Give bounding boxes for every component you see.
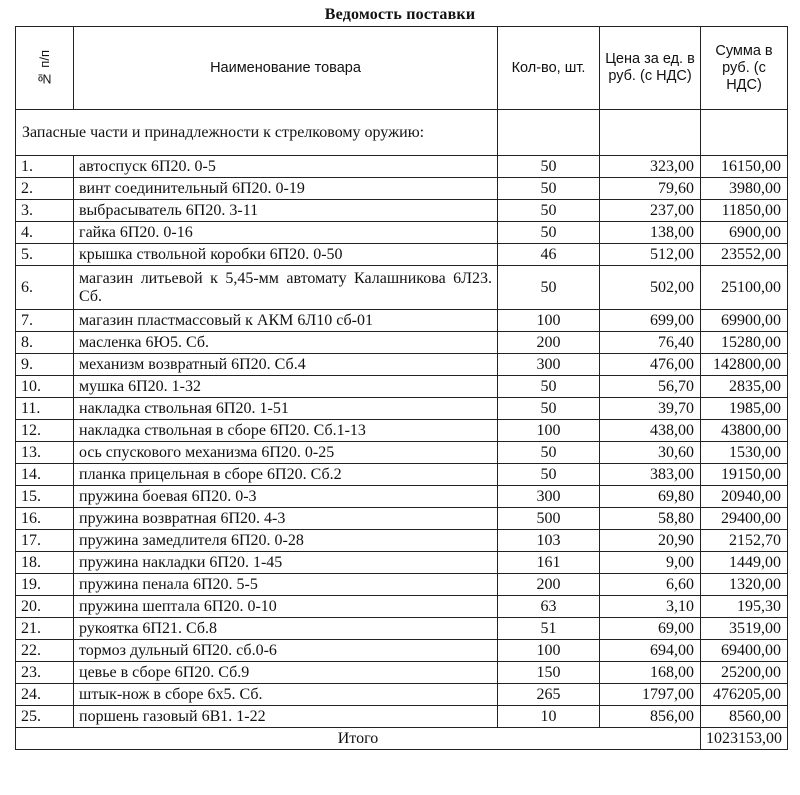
table-body (16, 110, 788, 750)
table-row (16, 354, 788, 376)
item-name: рукоятка 6П21. Сб.8 (74, 618, 498, 640)
row-number: 4. (16, 222, 74, 244)
table-row (16, 398, 788, 420)
item-sum: 1320,00 (701, 574, 788, 596)
row-number: 16. (16, 508, 74, 530)
item-name: выбрасыватель 6П20. 3-11 (74, 200, 498, 222)
item-sum: 1985,00 (701, 398, 788, 420)
row-number: 11. (16, 398, 74, 420)
row-number: 12. (16, 420, 74, 442)
item-sum: 142800,00 (701, 354, 788, 376)
item-unit-price: 476,00 (600, 354, 701, 376)
item-unit-price: 138,00 (600, 222, 701, 244)
item-quantity: 50 (498, 442, 600, 464)
item-sum: 1530,00 (701, 442, 788, 464)
document-title: Ведомость поставки (324, 6, 476, 23)
table-row (16, 486, 788, 508)
item-sum: 15280,00 (701, 332, 788, 354)
item-sum: 69900,00 (701, 310, 788, 332)
table-row (16, 618, 788, 640)
table-row (16, 530, 788, 552)
item-unit-price: 76,40 (600, 332, 701, 354)
item-unit-price: 9,00 (600, 552, 701, 574)
item-name: пружина боевая 6П20. 0-3 (74, 486, 498, 508)
item-name: мушка 6П20. 1-32 (74, 376, 498, 398)
delivery-table (15, 26, 788, 750)
item-sum: 16150,00 (701, 156, 788, 178)
header-price: Цена за ед. в руб. (с НДС) (600, 27, 701, 110)
row-number: 14. (16, 464, 74, 486)
table-row (16, 178, 788, 200)
item-sum: 19150,00 (701, 464, 788, 486)
row-number: 21. (16, 618, 74, 640)
item-quantity: 161 (498, 552, 600, 574)
item-name: магазин литьевой к 5,45-мм автомату Калашникова 6Л23. Сб. (74, 266, 498, 310)
total-row (16, 728, 788, 750)
item-name: планка прицельная в сборе 6П20. Сб.2 (74, 464, 498, 486)
item-name: цевье в сборе 6П20. Сб.9 (74, 662, 498, 684)
item-quantity: 10 (498, 706, 600, 728)
header-num-label: № п/п (36, 49, 52, 87)
row-number: 18. (16, 552, 74, 574)
section-row (16, 110, 788, 156)
item-quantity: 50 (498, 200, 600, 222)
section-empty-price (600, 110, 701, 156)
item-sum: 25200,00 (701, 662, 788, 684)
item-name: пружина шептала 6П20. 0-10 (74, 596, 498, 618)
item-name: накладка ствольная 6П20. 1-51 (74, 398, 498, 420)
item-unit-price: 438,00 (600, 420, 701, 442)
item-sum: 43800,00 (701, 420, 788, 442)
item-unit-price: 383,00 (600, 464, 701, 486)
item-name: крышка ствольной коробки 6П20. 0-50 (74, 244, 498, 266)
item-quantity: 200 (498, 332, 600, 354)
table-row (16, 332, 788, 354)
item-quantity: 50 (498, 178, 600, 200)
row-number: 7. (16, 310, 74, 332)
item-unit-price: 512,00 (600, 244, 701, 266)
table-row (16, 420, 788, 442)
total-sum: 1023153,00 (701, 728, 788, 750)
item-unit-price: 168,00 (600, 662, 701, 684)
item-sum: 20940,00 (701, 486, 788, 508)
row-number: 13. (16, 442, 74, 464)
table-row (16, 596, 788, 618)
item-quantity: 50 (498, 376, 600, 398)
item-name: поршень газовый 6В1. 1-22 (74, 706, 498, 728)
item-sum: 11850,00 (701, 200, 788, 222)
item-name: магазин пластмассовый к АКМ 6Л10 сб-01 (74, 310, 498, 332)
item-quantity: 300 (498, 354, 600, 376)
item-sum: 6900,00 (701, 222, 788, 244)
item-unit-price: 6,60 (600, 574, 701, 596)
row-number: 2. (16, 178, 74, 200)
header-num (16, 27, 74, 110)
table-row (16, 200, 788, 222)
item-quantity: 200 (498, 574, 600, 596)
item-name: пружина возвратная 6П20. 4-3 (74, 508, 498, 530)
item-quantity: 46 (498, 244, 600, 266)
item-sum: 2152,70 (701, 530, 788, 552)
table-row (16, 156, 788, 178)
header-sum: Сумма в руб. (с НДС) (701, 27, 788, 110)
row-number: 10. (16, 376, 74, 398)
item-unit-price: 79,60 (600, 178, 701, 200)
item-quantity: 265 (498, 684, 600, 706)
header-row (16, 27, 788, 110)
row-number: 5. (16, 244, 74, 266)
item-name: пружина накладки 6П20. 1-45 (74, 552, 498, 574)
item-quantity: 100 (498, 640, 600, 662)
row-number: 24. (16, 684, 74, 706)
item-sum: 8560,00 (701, 706, 788, 728)
item-unit-price: 323,00 (600, 156, 701, 178)
row-number: 3. (16, 200, 74, 222)
item-sum: 2835,00 (701, 376, 788, 398)
item-name: пружина замедлителя 6П20. 0-28 (74, 530, 498, 552)
item-sum: 195,30 (701, 596, 788, 618)
item-unit-price: 56,70 (600, 376, 701, 398)
item-unit-price: 237,00 (600, 200, 701, 222)
item-sum: 3980,00 (701, 178, 788, 200)
table-row (16, 376, 788, 398)
header-name: Наименование товара (74, 27, 498, 110)
table-row (16, 244, 788, 266)
section-title: Запасные части и принадлежности к стрелковому оружию: (16, 110, 498, 156)
item-unit-price: 856,00 (600, 706, 701, 728)
item-unit-price: 502,00 (600, 266, 701, 310)
item-name: масленка 6Ю5. Сб. (74, 332, 498, 354)
total-label: Итого (16, 728, 701, 750)
item-sum: 25100,00 (701, 266, 788, 310)
table-row (16, 662, 788, 684)
item-unit-price: 699,00 (600, 310, 701, 332)
row-number: 15. (16, 486, 74, 508)
row-number: 17. (16, 530, 74, 552)
item-unit-price: 30,60 (600, 442, 701, 464)
row-number: 6. (16, 266, 74, 310)
item-unit-price: 3,10 (600, 596, 701, 618)
item-quantity: 103 (498, 530, 600, 552)
item-quantity: 100 (498, 310, 600, 332)
item-unit-price: 694,00 (600, 640, 701, 662)
item-unit-price: 1797,00 (600, 684, 701, 706)
item-unit-price: 20,90 (600, 530, 701, 552)
item-quantity: 150 (498, 662, 600, 684)
table-row (16, 574, 788, 596)
table-row (16, 706, 788, 728)
item-quantity: 51 (498, 618, 600, 640)
item-quantity: 100 (498, 420, 600, 442)
item-name: тормоз дульный 6П20. сб.0-6 (74, 640, 498, 662)
item-unit-price: 69,00 (600, 618, 701, 640)
item-quantity: 63 (498, 596, 600, 618)
item-sum: 476205,00 (701, 684, 788, 706)
table-row (16, 266, 788, 310)
item-quantity: 50 (498, 222, 600, 244)
table-row (16, 464, 788, 486)
item-name: гайка 6П20. 0-16 (74, 222, 498, 244)
item-name: пружина пенала 6П20. 5-5 (74, 574, 498, 596)
table-row (16, 508, 788, 530)
item-quantity: 50 (498, 398, 600, 420)
row-number: 8. (16, 332, 74, 354)
row-number: 23. (16, 662, 74, 684)
section-empty-qty (498, 110, 600, 156)
item-quantity: 50 (498, 156, 600, 178)
table-row (16, 640, 788, 662)
item-name: накладка ствольная в сборе 6П20. Сб.1-13 (74, 420, 498, 442)
item-unit-price: 39,70 (600, 398, 701, 420)
row-number: 20. (16, 596, 74, 618)
item-quantity: 50 (498, 266, 600, 310)
item-quantity: 300 (498, 486, 600, 508)
row-number: 9. (16, 354, 74, 376)
row-number: 19. (16, 574, 74, 596)
row-number: 22. (16, 640, 74, 662)
item-unit-price: 58,80 (600, 508, 701, 530)
item-name: штык-нож в сборе 6х5. Сб. (74, 684, 498, 706)
item-quantity: 50 (498, 464, 600, 486)
item-unit-price: 69,80 (600, 486, 701, 508)
section-empty-sum (701, 110, 788, 156)
header-qty: Кол-во, шт. (498, 27, 600, 110)
item-quantity: 500 (498, 508, 600, 530)
table-row (16, 552, 788, 574)
item-sum: 29400,00 (701, 508, 788, 530)
item-name: винт соединительный 6П20. 0-19 (74, 178, 498, 200)
item-name: ось спускового механизма 6П20. 0-25 (74, 442, 498, 464)
table-row (16, 684, 788, 706)
item-name: механизм возвратный 6П20. Сб.4 (74, 354, 498, 376)
table-row (16, 310, 788, 332)
table-row (16, 222, 788, 244)
item-sum: 3519,00 (701, 618, 788, 640)
item-sum: 23552,00 (701, 244, 788, 266)
item-sum: 1449,00 (701, 552, 788, 574)
row-number: 25. (16, 706, 74, 728)
row-number: 1. (16, 156, 74, 178)
item-name: автоспуск 6П20. 0-5 (74, 156, 498, 178)
item-sum: 69400,00 (701, 640, 788, 662)
table-row (16, 442, 788, 464)
